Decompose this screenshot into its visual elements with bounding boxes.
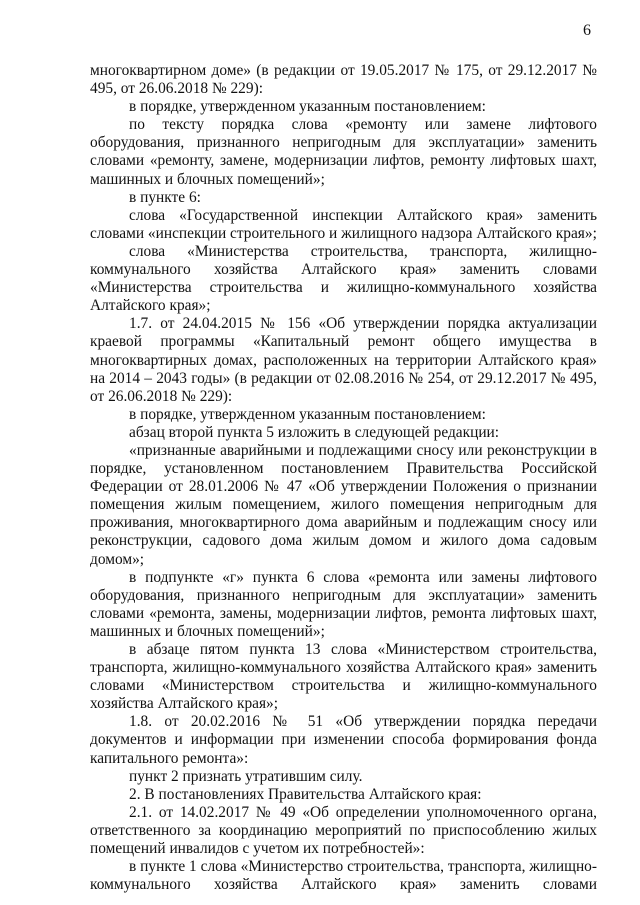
paragraph-emergency-recognition: «признанные аварийными и подлежащими сносу или реконструкции в порядке, установленном постановлением Правительства Российской Федерации от 28.01.2006 № 47 «Об утверждении Положения о признании помещения жилым помещением, жилого помещения непригодным для проживания, многоквартирного дома аварийным и подлежащим сносу или реконструкции, садового дома жилым домом и жилого дома садовым домом»; [90, 441, 597, 568]
paragraph-elevator-replacement: по тексту порядка слова «ремонту или замене лифтового оборудования, признанного непригодным для эксплуатации» заменить словами «ремонту, замене, модернизации лифтов, ремонту лифтовых шахт, машинных и блочных помещений»; [90, 116, 597, 188]
paragraph-procedure-intro-2: в порядке, утвержденном указанным постановлением: [129, 405, 486, 423]
paragraph-inspection-words: слова «Государственной инспекции Алтайского края» заменить словами «инспекции строительного и жилищного надзора Алтайского края»; [90, 206, 597, 242]
paragraph-point-1-words: в пункте 1 слова «Министерство строительства, транспорта, жилищно-коммунального хозяйства Алтайского края» заменить словами [90, 858, 597, 894]
page-number: 6 [583, 22, 591, 39]
paragraph-point-2-void: пункт 2 признать утратившим силу. [129, 767, 363, 785]
paragraph-continuation: многоквартирном доме» (в редакции от 19.05.2017 № 175, от 29.12.2017 № 495, от 26.06.2018 № 229): [90, 62, 597, 98]
paragraph-point-13: в абзаце пятом пункта 13 слова «Министерством строительства, транспорта, жилищно-коммунального хозяйства Алтайского края» заменить словами «Министерством строительства и жилищно-коммунального хозяйства Алтайского края»; [90, 641, 597, 713]
paragraph-point-5-paragraph-2: абзац второй пункта 5 изложить в следующей редакции: [129, 423, 500, 441]
paragraph-procedure-intro: в порядке, утвержденном указанным постановлением: [129, 98, 486, 116]
paragraph-item-1-7: 1.7. от 24.04.2015 № 156 «Об утверждении порядка актуализации краевой программы «Капитальный ремонт общего имущества в многоквартирных домах, расположенных на территории Алтайского края» на 2014 – 2043 годы» (в редакции от 02.08.2016 № 254, от 29.12.2017 № 495, от 26.06.2018 № 229): [90, 315, 597, 405]
paragraph-subpoint-g: в подпункте «г» пункта 6 слова «ремонта или замены лифтового оборудования, признанного непригодным для эксплуатации» заменить словами «ремонта, замены, модернизации лифтов, ремонта лифтовых шахт, машинных и блочных помещений»; [90, 568, 597, 640]
paragraph-point-6: в пункте 6: [129, 188, 201, 206]
document-body [90, 62, 597, 894]
paragraph-ministry-words: слова «Министерства строительства, транспорта, жилищно-коммунального хозяйства Алтайского края» заменить словами «Министерства строительства и жилищно-коммунального хозяйства Алтайского края»; [90, 242, 597, 315]
paragraph-item-2-1: 2.1. от 14.02.2017 № 49 «Об определении уполномоченного органа, ответственного за координацию мероприятий по приспособлению жилых помещений инвалидов с учетом их потребностей»: [90, 803, 597, 858]
paragraph-item-1-8: 1.8. от 20.02.2016 № 51 «Об утверждении порядка передачи документов и информации при изменении способа формирования фонда капитального ремонта»: [90, 713, 597, 767]
paragraph-section-2: 2. В постановлениях Правительства Алтайского края: [129, 785, 482, 803]
